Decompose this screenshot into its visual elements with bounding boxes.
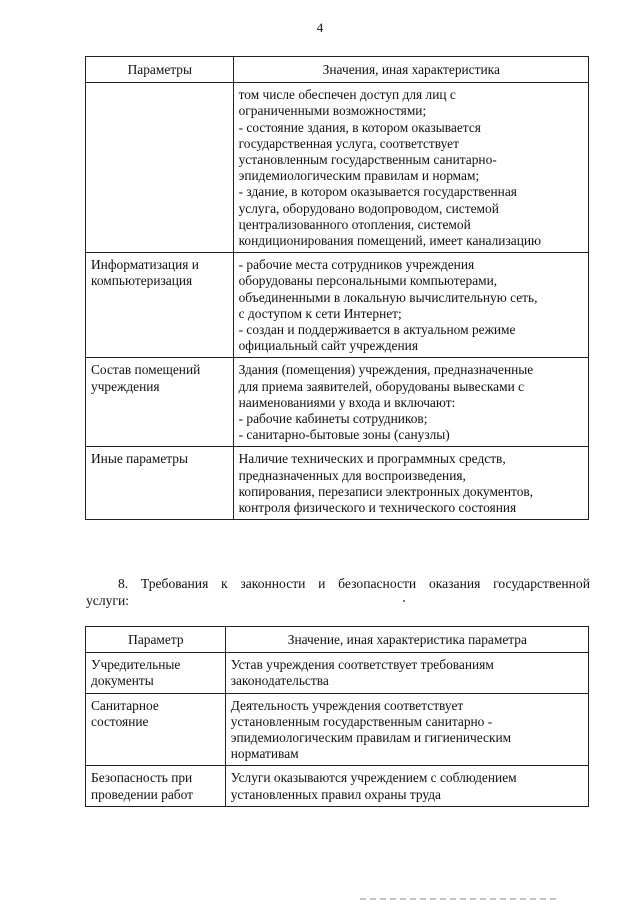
value-line: - состояние здания, в котором оказывается	[238, 119, 481, 135]
parameter-cell	[86, 447, 234, 520]
column-header-values: Значения, иная характеристика	[233, 57, 588, 83]
section-8-heading	[86, 575, 590, 609]
value-line: - санитарно-бытовые зоны (санузлы)	[238, 427, 450, 443]
value-cell	[233, 447, 588, 520]
value-line: - создан и поддерживается в актуальном режиме	[238, 322, 516, 338]
value-line: эпидемиологическим правилам и нормам;	[238, 168, 480, 184]
parameter-cell	[86, 83, 234, 253]
value-line: для приема заявителей, оборудованы вывесками с	[238, 378, 525, 394]
legality-safety-table	[85, 626, 589, 807]
parameter-line: Состав помещений	[91, 362, 201, 378]
parameter-line: Безопасность при	[91, 770, 193, 786]
value-line: предназначенных для воспроизведения,	[238, 467, 466, 483]
value-line: объединенными в локальную вычислительную сеть,	[238, 289, 538, 305]
table-row	[86, 253, 589, 358]
value-line: с доступом к сети Интернет;	[238, 305, 402, 321]
table-row	[86, 766, 589, 806]
value-cell	[225, 766, 588, 806]
parameter-line: документы	[91, 673, 154, 689]
value-line: Здания (помещения) учреждения, предназначенные	[238, 362, 534, 378]
parameter-line: Санитарное	[91, 697, 159, 713]
value-line: копирования, перезаписи электронных документов,	[238, 483, 534, 499]
column-header-parameters: Параметры	[86, 57, 234, 83]
parameter-line: Учредительные	[91, 657, 181, 673]
parameter-line: проведении работ	[91, 786, 193, 802]
premises-parameters-table	[85, 56, 589, 520]
value-cell	[233, 83, 588, 253]
parameter-cell	[86, 766, 226, 806]
value-line: - здание, в котором оказывается государственная	[238, 184, 517, 200]
column-header-parameter: Параметр	[86, 627, 226, 653]
value-cell	[233, 253, 588, 358]
parameter-cell	[86, 693, 226, 766]
section-heading-line: услуги:	[86, 593, 130, 608]
table-row	[86, 83, 589, 253]
scan-speck	[403, 600, 405, 602]
table-row	[86, 447, 589, 520]
value-cell	[225, 653, 588, 693]
section-heading-line: 8. Требования к законности и безопасности оказания государственной	[118, 576, 590, 591]
value-line: эпидемиологическим правилам и гигиеническим	[230, 730, 512, 746]
table-row	[86, 653, 589, 693]
value-line: Услуги оказываются учреждением с соблюдением	[230, 770, 517, 786]
value-line: ограниченными возможностями;	[238, 103, 427, 119]
value-line: наименованиями у входа и включают:	[238, 394, 456, 410]
table-row	[86, 358, 589, 447]
value-cell	[233, 358, 588, 447]
value-line: установленным государственным санитарно -	[230, 713, 493, 729]
parameter-cell	[86, 653, 226, 693]
page-number: 4	[316, 20, 324, 35]
value-line: Деятельность учреждения соответствует	[230, 697, 464, 713]
value-line: услуга, оборудовано водопроводом, системой	[238, 200, 499, 216]
parameter-line: учреждения	[91, 378, 160, 394]
column-header-value: Значение, иная характеристика параметра	[225, 627, 588, 653]
value-line: контроля физического и технического состояния	[238, 500, 517, 516]
value-line: том числе обеспечен доступ для лиц с	[238, 87, 456, 103]
table-header-row	[86, 627, 589, 653]
value-line: установленным государственным санитарно-	[238, 152, 497, 168]
value-line: оборудованы персональными компьютерами,	[238, 273, 498, 289]
parameter-line: состояние	[91, 713, 149, 729]
parameter-line: Информатизация и	[91, 257, 199, 273]
value-line: законодательства	[230, 673, 329, 689]
value-line: - рабочие места сотрудников учреждения	[238, 257, 475, 273]
parameter-line: Иные параметры	[91, 451, 188, 467]
parameter-cell	[86, 253, 234, 358]
value-line: установленных правил охраны труда	[230, 786, 441, 802]
value-line: официальный сайт учреждения	[238, 338, 418, 354]
value-line: Наличие технических и программных средств,	[238, 451, 506, 467]
value-cell	[225, 693, 588, 766]
value-line: Устав учреждения соответствует требованиям	[230, 657, 494, 673]
table-row	[86, 693, 589, 766]
parameter-cell	[86, 358, 234, 447]
value-line: кондиционирования помещений, имеет канализацию	[238, 233, 542, 249]
value-line: - рабочие кабинеты сотрудников;	[238, 411, 428, 427]
value-line: централизованного отопления, системой	[238, 216, 471, 232]
value-line: нормативам	[230, 746, 299, 762]
parameter-line: компьютеризация	[91, 273, 193, 289]
table-header-row	[86, 57, 589, 83]
scan-artifact-strip	[360, 898, 560, 900]
value-line: государственная услуга, соответствует	[238, 135, 459, 151]
